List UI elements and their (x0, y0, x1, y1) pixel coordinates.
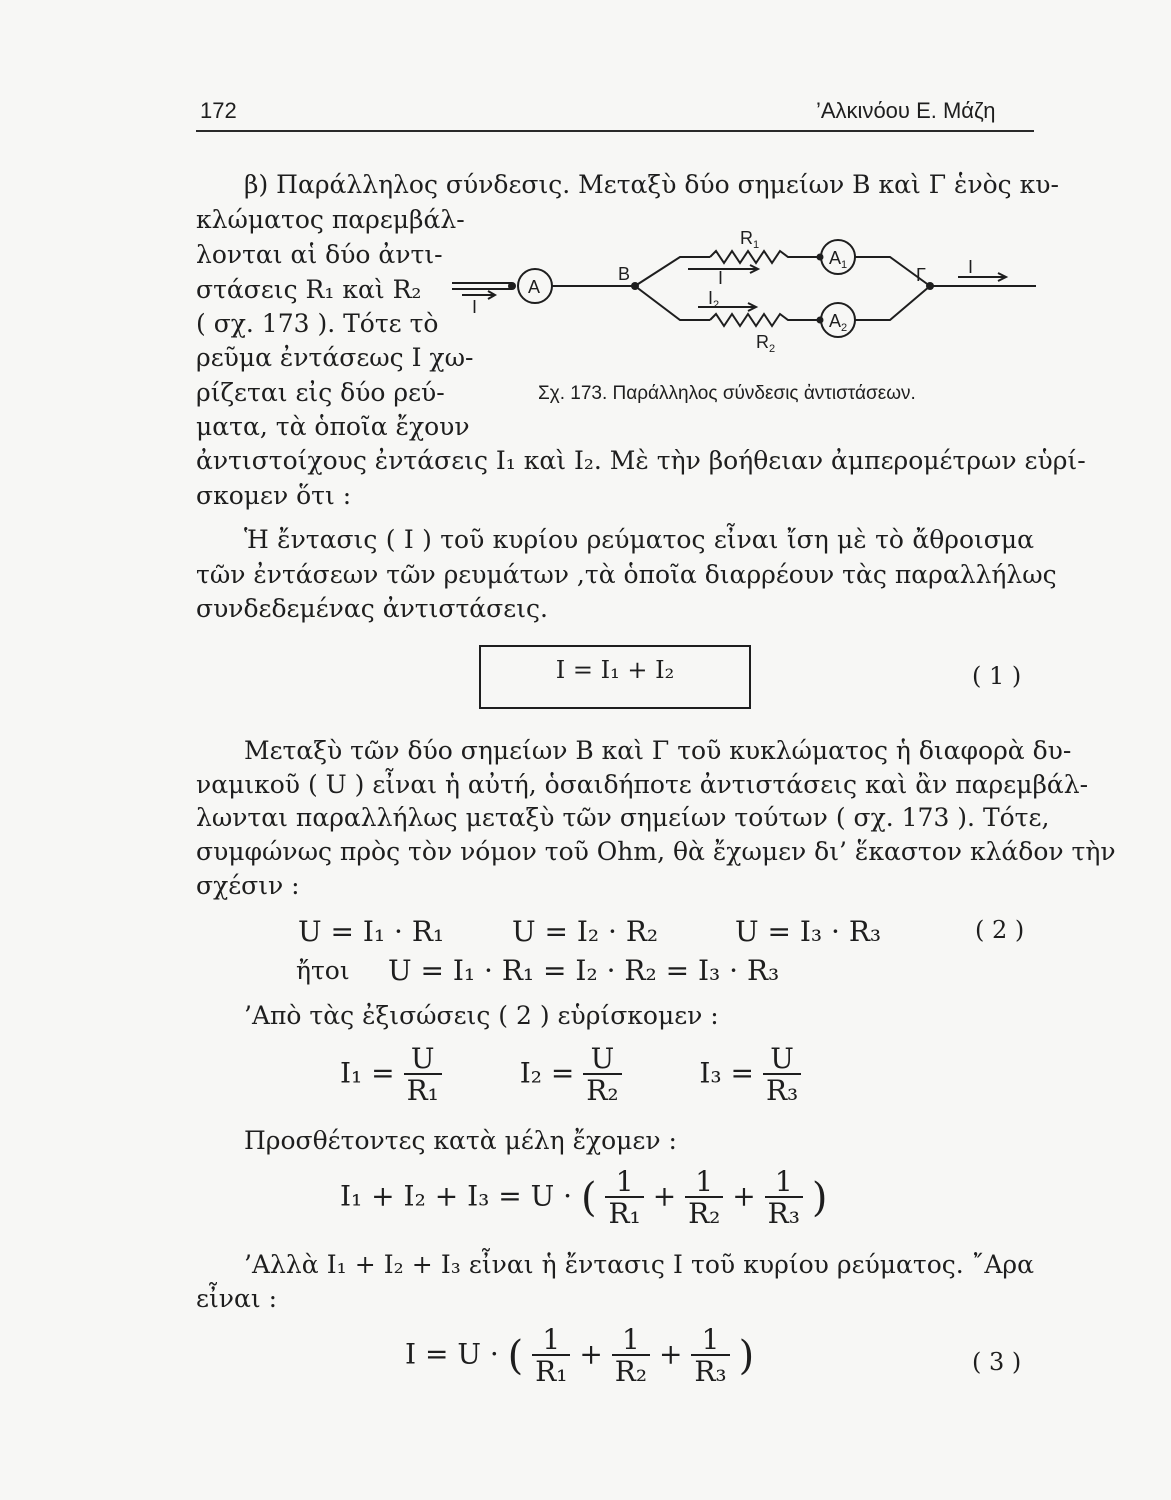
paragraph-2-line: λωνται παραλλήλως μεταξὺ τῶν σημείων τούτων ( σχ. 173 ). Τότε, (196, 803, 1050, 832)
fraction-1-r2: $\frac{1}{\text{R₂}}$ (685, 1168, 723, 1228)
close-paren: ) (738, 1333, 755, 1379)
equation-2-number: ( 2 ) (975, 916, 1025, 944)
page-number: 172 (200, 98, 237, 123)
equation-1-number: ( 1 ) (972, 662, 1022, 690)
running-title: ’Αλκινόου Ε. Μάζη (816, 98, 996, 123)
wire-b-lower (635, 286, 710, 320)
figure-173-circuit (440, 215, 1040, 365)
sum-lhs: I₁ + I₂ + I₃ = U · (340, 1179, 573, 1213)
node-dot (508, 282, 516, 290)
plus-sign: + (732, 1179, 756, 1213)
paragraph-2-line: σχέσιν : (196, 871, 300, 900)
plus-sign: + (658, 1337, 683, 1371)
equation-2b: U = Ι₂ · R₂ (512, 915, 659, 948)
node-b-label: B (618, 264, 631, 284)
section-b-left-line: ( σχ. 173 ). Τότε τὸ (196, 309, 439, 338)
i1-label: I (718, 268, 724, 288)
r2-label: $R_2$ (756, 332, 776, 355)
fraction-u-r1: $\frac{U}{\text{R₁}}$ (404, 1045, 442, 1105)
equation-2a: U = Ι₁ · R₁ (298, 915, 445, 948)
sum-equation (340, 1165, 828, 1230)
adding-text: Προσθέτοντες κατὰ μέλη ἔχομεν : (244, 1126, 677, 1155)
section-b-left-line: λονται αἱ δύο ἀντι- (196, 240, 443, 269)
paragraph-2-line: Μεταξὺ τῶν δύο σημείων Β καὶ Γ τοῦ κυκλώματος ἡ διαφορὰ δυ- (244, 736, 1072, 765)
equation-2c: U = Ι₃ · R₃ (735, 915, 882, 948)
current-fractions (340, 1042, 801, 1107)
paragraph-2-line: συμφώνως πρὸς τὸν νόμον τοῦ Ohm, θὰ ἔχωμεν δι’ ἕκαστον κλάδον τὴν (196, 837, 1116, 866)
section-b-left-line: κλώματος παρεμβάλ- (196, 205, 465, 234)
but-line: ’Αλλὰ Ι₁ + Ι₂ + Ι₃ εἶναι ἡ ἔντασις Ι τοῦ κυρίου ρεύματος. ῎Αρα (244, 1250, 1034, 1279)
statement-line: τῶν ἐντάσεων τῶν ρευμάτων ,τὰ ὁποῖα διαρρέουν τὰς παραλλήλως (196, 560, 1057, 589)
i-out-label: I (968, 257, 974, 277)
node-dot (817, 317, 824, 324)
section-b-left-line: ματα, τὰ ὁποῖα ἔχουν (196, 412, 470, 441)
paragraph-2-line: ναμικοῦ ( U ) εἶναι ἡ αὐτή, ὁσαιδήποτε ἀντιστάσεις καὶ ἂν παρεμβάλ- (196, 770, 1089, 799)
node-g-label: Γ (916, 265, 926, 285)
fraction-1-r3: $\frac{1}{\text{R₃}}$ (765, 1168, 803, 1228)
section-b-left-line: στάσεις R₁ καὶ R₂ (196, 275, 422, 304)
wire-a2-to-g (855, 286, 930, 320)
resistor-r1 (710, 251, 820, 263)
wire-b-upper (635, 257, 710, 286)
i2-label: $I_2$ (708, 288, 720, 311)
node-dot (817, 254, 824, 261)
statement-line: Ἡ ἔντασις ( Ι ) τοῦ κυρίου ρεύματος εἶναι ἴση μὲ τὸ ἄθροισμα (244, 525, 1034, 554)
close-paren: ) (811, 1175, 828, 1221)
plus-sign: + (579, 1337, 603, 1371)
node-g-dot (926, 282, 934, 290)
i-in-label: I (472, 297, 478, 317)
resistor-r2 (710, 314, 820, 326)
i2-lhs: I₂ = (519, 1056, 575, 1090)
fraction-u-r3: $\frac{U}{\text{R₃}}$ (763, 1045, 801, 1105)
section-b-full-line: ἀντιστοίχους ἐντάσεις Ι₁ καὶ Ι₂. Μὲ τὴν βοήθειαν ἀμπερομέτρων εὑρί- (196, 446, 1086, 475)
section-b-left-line: ρεῦμα ἐντάσεως Ι χω- (196, 343, 474, 372)
i1-lhs: I₁ = (340, 1056, 395, 1090)
eq3-lhs: I = U · (405, 1337, 499, 1371)
section-b-first-line: β) Παράλληλος σύνδεσις. Μεταξὺ δύο σημείων Β καὶ Γ ἑνὸς κυ- (244, 170, 1059, 199)
statement-line: συνδεδεμένας ἀντιστάσεις. (196, 594, 548, 623)
equation-3 (405, 1323, 755, 1388)
equation-3-number: ( 3 ) (972, 1348, 1022, 1376)
open-paren: ( (507, 1333, 524, 1379)
figure-caption: Σχ. 173. Παράλληλος σύνδεσις ἀντιστάσεων. (538, 383, 916, 404)
ammeter-a1-label: $A_1$ (829, 248, 848, 271)
fraction-u-r2: $\frac{U}{\text{R₂}}$ (583, 1045, 621, 1105)
open-paren: ( (580, 1175, 597, 1221)
ammeter-a-label: A (528, 277, 541, 297)
header-rule (196, 130, 1034, 132)
ammeter-a2-label: $A_2$ (829, 311, 848, 334)
node-b-dot (631, 282, 639, 290)
itoi-word: ἤτοι (296, 956, 350, 985)
fraction-1-r1: $\frac{1}{\text{R₁}}$ (605, 1168, 643, 1228)
equation-1: Ι = Ι₁ + Ι₂ (555, 656, 675, 684)
section-b-full-line: σκομεν ὅτι : (196, 481, 352, 510)
fraction-1-r2: $\frac{1}{\text{R₂}}$ (612, 1326, 650, 1386)
i3-lhs: I₃ = (699, 1056, 755, 1090)
section-b-left-line: ρίζεται εἰς δύο ρεύ- (196, 378, 445, 407)
plus-sign: + (652, 1179, 677, 1213)
from-eq2-text: ’Απὸ τὰς ἐξισώσεις ( 2 ) εὑρίσκομεν : (244, 1001, 719, 1030)
equation-2-chain: U = Ι₁ · R₁ = Ι₂ · R₂ = Ι₃ · R₃ (388, 954, 780, 987)
fraction-1-r3: $\frac{1}{\text{R₃}}$ (691, 1326, 729, 1386)
r1-label: $R_1$ (740, 228, 760, 251)
fraction-1-r1: $\frac{1}{\text{R₁}}$ (532, 1326, 570, 1386)
but-line: εἶναι : (196, 1284, 278, 1313)
